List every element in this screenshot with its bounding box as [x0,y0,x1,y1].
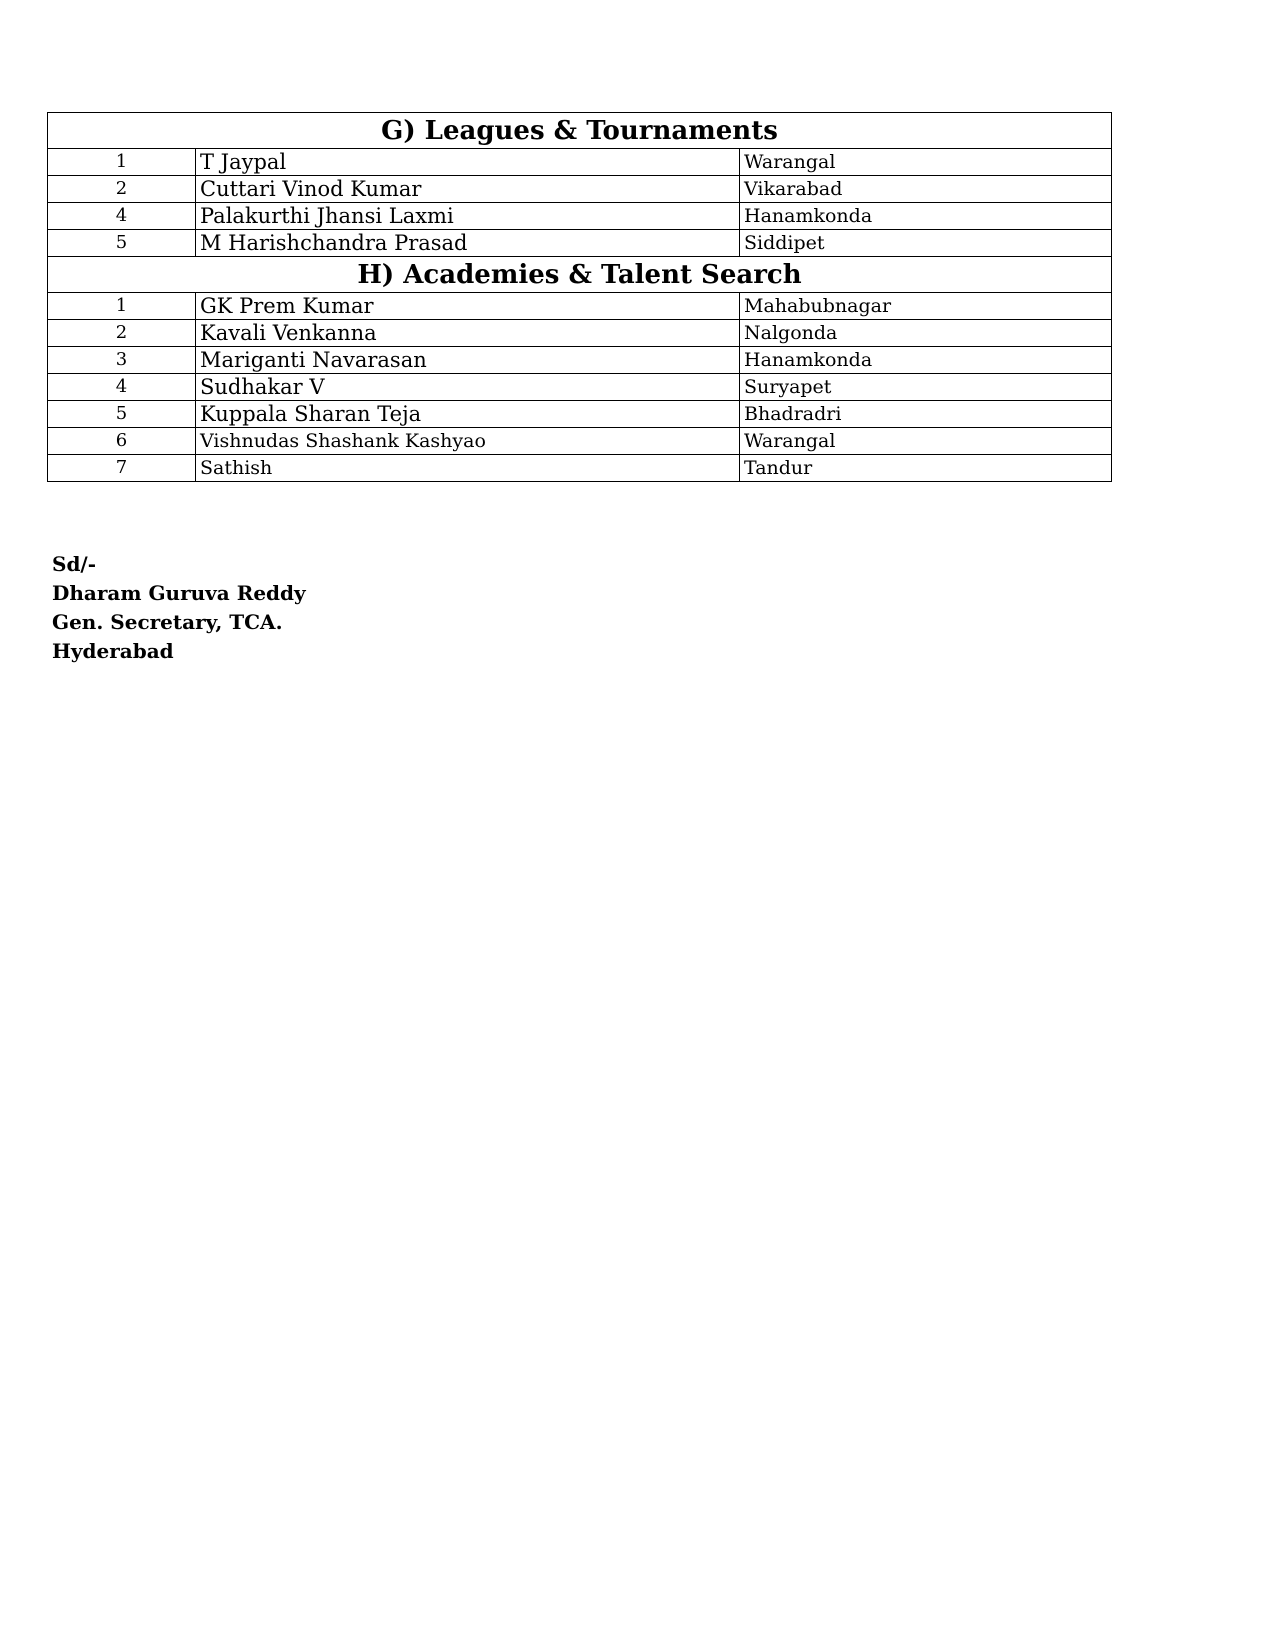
row-number: 7 [48,455,196,482]
table-row [48,293,1112,320]
row-number: 2 [48,176,196,203]
member-name: Sathish [196,455,740,482]
member-district: Warangal [740,149,1112,176]
members-table [47,112,1112,482]
table-row [48,149,1112,176]
signature-sd: Sd/- [52,552,97,576]
signatory-designation: Gen. Secretary, TCA. [52,610,283,634]
member-name: Mariganti Navarasan [196,347,740,374]
row-number: 4 [48,203,196,230]
member-name: Sudhakar V [196,374,740,401]
signatory-name: Dharam Guruva Reddy [52,581,306,605]
section-header-row [48,113,1112,149]
section-header-row [48,257,1112,293]
member-district: Nalgonda [740,320,1112,347]
member-name: Kuppala Sharan Teja [196,401,740,428]
table-row [48,428,1112,455]
table-row [48,455,1112,482]
member-name: GK Prem Kumar [196,293,740,320]
member-district: Siddipet [740,230,1112,257]
member-name: Cuttari Vinod Kumar [196,176,740,203]
member-district: Hanamkonda [740,347,1112,374]
section-title: G) Leagues & Tournaments [48,113,1112,149]
table-row [48,176,1112,203]
row-number: 1 [48,293,196,320]
member-district: Hanamkonda [740,203,1112,230]
member-name: M Harishchandra Prasad [196,230,740,257]
row-number: 2 [48,320,196,347]
row-number: 1 [48,149,196,176]
member-district: Mahabubnagar [740,293,1112,320]
row-number: 5 [48,401,196,428]
member-name: Vishnudas Shashank Kashyao [196,428,740,455]
signature-block [52,550,306,666]
signatory-place: Hyderabad [52,639,174,663]
table-row [48,401,1112,428]
section-title: H) Academies & Talent Search [48,257,1112,293]
table-row [48,203,1112,230]
member-district: Vikarabad [740,176,1112,203]
row-number: 6 [48,428,196,455]
row-number: 5 [48,230,196,257]
table-row [48,230,1112,257]
table-row [48,320,1112,347]
member-district: Suryapet [740,374,1112,401]
table-row [48,374,1112,401]
row-number: 3 [48,347,196,374]
member-district: Warangal [740,428,1112,455]
member-district: Tandur [740,455,1112,482]
member-name: T Jaypal [196,149,740,176]
table-row [48,347,1112,374]
member-name: Kavali Venkanna [196,320,740,347]
member-district: Bhadradri [740,401,1112,428]
member-name: Palakurthi Jhansi Laxmi [196,203,740,230]
row-number: 4 [48,374,196,401]
